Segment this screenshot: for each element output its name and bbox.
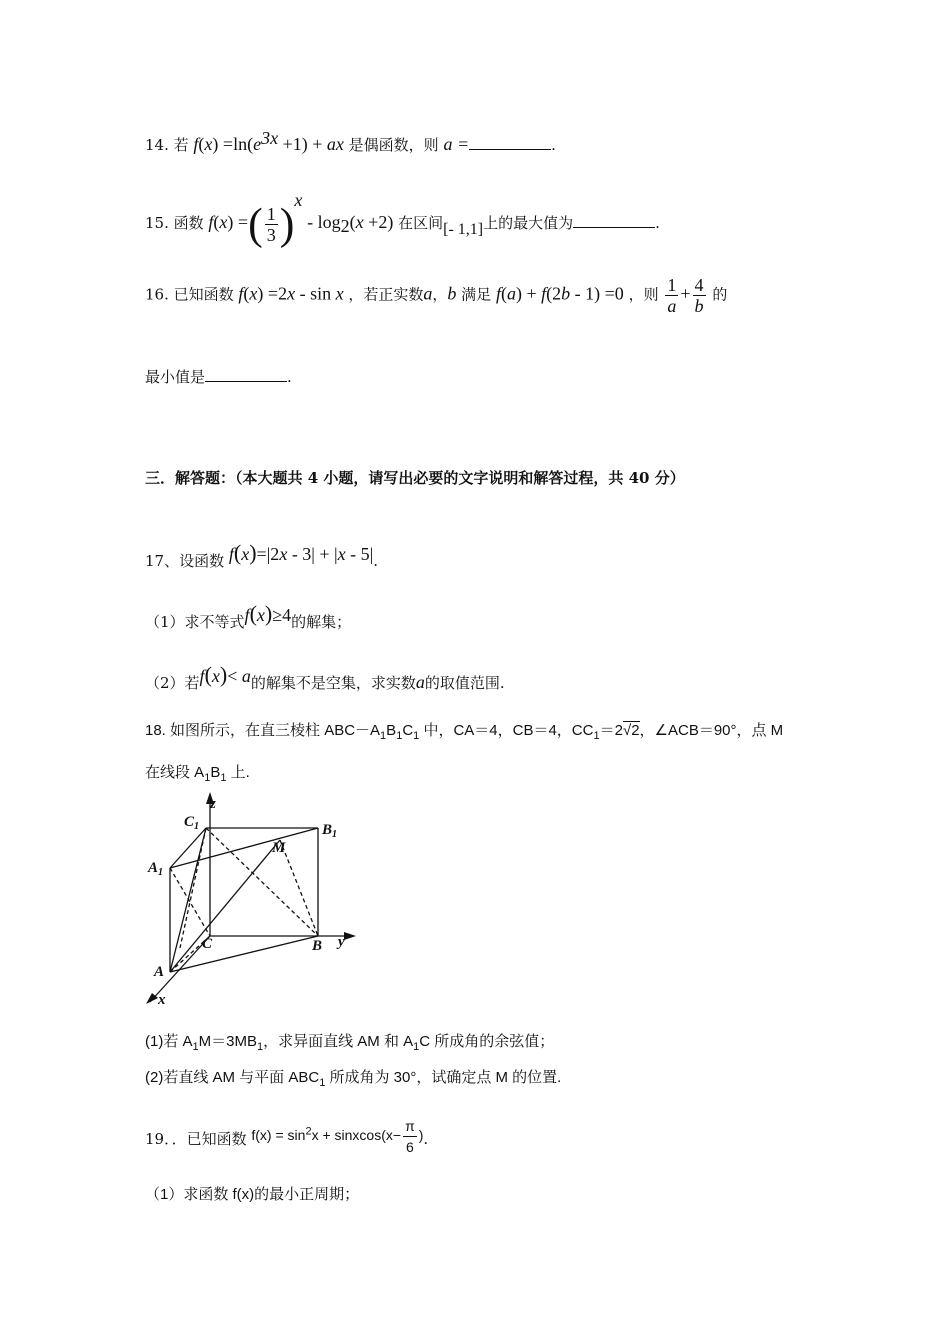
label-x: x [158, 992, 166, 1008]
q14-number: 14. 若 [145, 136, 189, 154]
prism-figure [140, 788, 370, 1008]
q14-text: 是偶函数，则 [348, 136, 439, 154]
label-a: A [154, 964, 165, 980]
question-16-line2: 最小值是 . [145, 368, 292, 386]
label-b: B [312, 938, 323, 954]
label-z: z [210, 796, 216, 812]
label-y: y [338, 934, 345, 950]
q14-blank[interactable] [469, 135, 551, 150]
question-17-part1: （1）求不等式f(x)≥4的解集； [145, 601, 352, 631]
question-19: 19．．已知函数 $f(x) = \sin^2x$ + sinxcos(x− $\frac{\pi}{6}$ ). [145, 1118, 429, 1155]
question-16: 16. 已知函数 f(x) =2x - sin x ，若正实数a，b 满足 f(a) + f(2b - 1) =0 ，则 $\frac{1}{a}$ + $\frac{4}{b}$ 的 [145, 275, 728, 316]
q15-interval: [- 1,1] [443, 221, 484, 238]
section-3-heading: 三．解答题：（本大题共 4 小题，请写出必要的文字说明和解答过程，共 40 分） [145, 469, 685, 487]
question-15: 15. 函数 f(x) =( $\frac{1}{3}$ )$^x - \log_2(x +2)$ 在区间[- 1,1]上的最大值为 . [145, 190, 660, 249]
question-14: 14. 若 $f(x) =\ln(e^{3x} +1)$ + ax 是偶函数，则 a = . [145, 128, 556, 154]
question-18-part2: (2)若直线 AM 与平面 $ABC_1$ 所成角为 30°，试确定点 M 的位置. [145, 1069, 562, 1089]
question-18-part1: (1)若 $A_1M=3MB_1$，求异面直线 AM 和 $A_1C$ 所成角的余弦值； [145, 1033, 555, 1053]
question-18-line2: 在线段 $A_1B_1$ 上. [145, 764, 250, 784]
label-a1: $A_1$ [148, 860, 164, 878]
q15-number: 15. 函数 [145, 214, 204, 232]
label-b1: $B_1$ [322, 822, 338, 840]
q17-number: 17、设函数 [145, 552, 225, 570]
question-17: 17、设函数 f(x)=|2x - 3| + |x - 5|. [145, 540, 379, 570]
question-17-part2: （2）若f(x)< a的解集不是空集，求实数a的取值范围. [145, 662, 505, 692]
label-c1: $C_1$ [184, 814, 200, 832]
q14-a-eq: a = [443, 134, 470, 154]
q14-formula: f [193, 134, 199, 154]
label-m: M [272, 840, 286, 856]
label-c: C [202, 936, 213, 952]
question-18: 18. 如图所示，在直三棱柱 $ABC-A_1B_1C_1$ 中，CA＝4，CB＝4，$CC_1=2√2$，∠ACB＝90°，点 M [145, 722, 784, 742]
q16-blank[interactable] [205, 367, 287, 382]
q16-number: 16. 已知函数 [145, 285, 234, 304]
question-19-part1: （1）求函数 f(x)的最小正周期； [145, 1186, 360, 1203]
q15-blank[interactable] [573, 213, 655, 228]
q15-text: 在区间 [398, 214, 444, 232]
